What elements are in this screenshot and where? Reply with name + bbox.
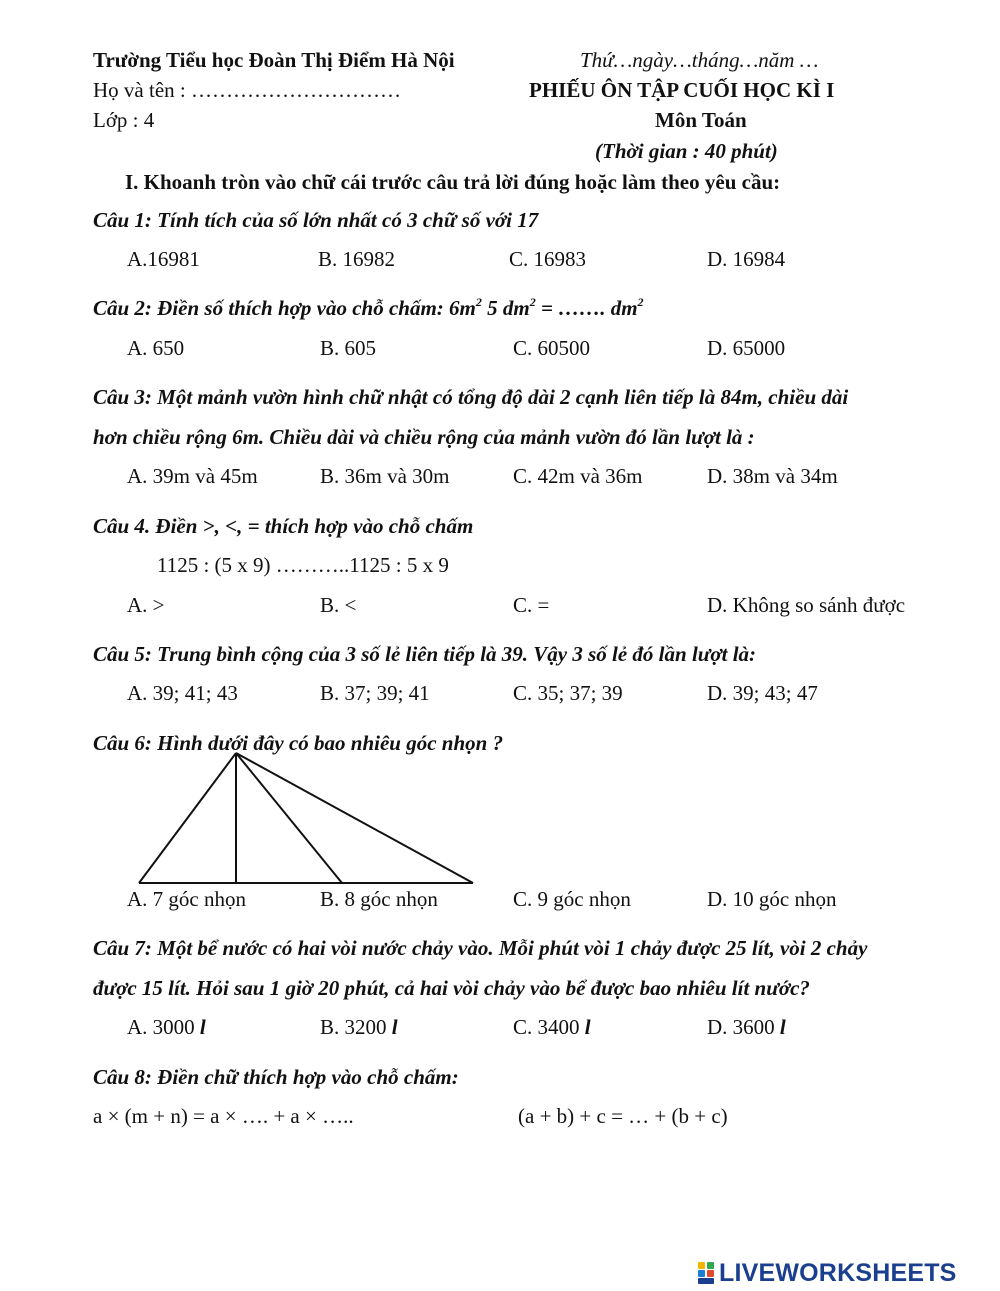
triangle-right-side	[236, 753, 473, 883]
q1-option-a[interactable]: A.16981	[127, 247, 200, 271]
q5-option-a[interactable]: A. 39; 41; 43	[127, 681, 238, 705]
student-name-field[interactable]: Họ và tên : …………………………	[93, 78, 401, 102]
question-2	[93, 295, 644, 320]
q7-option-d-value: D. 3600	[707, 1015, 780, 1039]
liveworksheets-icon	[697, 1261, 715, 1285]
class-label: Lớp : 4	[93, 108, 155, 132]
q4-option-c[interactable]: C. =	[513, 593, 550, 617]
duration-label: (Thời gian : 40 phút)	[595, 139, 778, 163]
q2-text-part1: Câu 2: Điền số thích hợp vào chỗ chấm: 6m	[93, 296, 476, 320]
q7-option-b-value: B. 3200	[320, 1015, 392, 1039]
q4-option-b[interactable]: B. <	[320, 593, 357, 617]
q8-expression-2[interactable]: (a + b) + c = … + (b + c)	[518, 1104, 728, 1128]
liveworksheets-logo	[697, 1259, 957, 1287]
q6-option-d[interactable]: D. 10 góc nhọn	[707, 887, 837, 911]
q1-option-b[interactable]: B. 16982	[318, 247, 396, 271]
q2-option-b[interactable]: B. 605	[320, 336, 377, 360]
q6-option-c[interactable]: C. 9 góc nhọn	[513, 887, 631, 911]
q2-sup3: 2	[637, 295, 644, 309]
q4-expression[interactable]: 1125 : (5 x 9) ………..1125 : 5 x 9	[157, 553, 449, 577]
q2-text-part2: 5 dm	[481, 296, 530, 320]
question-8: Câu 8: Điền chữ thích hợp vào chỗ chấm:	[93, 1065, 459, 1089]
q3-option-a[interactable]: A. 39m và 45m	[127, 464, 258, 488]
q5-option-b[interactable]: B. 37; 39; 41	[320, 681, 430, 705]
triangle-figure	[130, 745, 480, 890]
q8-expression-1[interactable]: a × (m + n) = a × …. + a × …..	[93, 1104, 354, 1128]
date-line: Thứ…ngày…tháng…năm …	[580, 48, 819, 72]
question-3-line2: hơn chiều rộng 6m. Chiều dài và chiều rộng của mảnh vườn đó lần lượt là :	[93, 425, 755, 449]
q5-option-d[interactable]: D. 39; 43; 47	[707, 681, 818, 705]
q7-option-d-unit: l	[779, 1015, 786, 1039]
q1-option-d[interactable]: D. 16984	[707, 247, 786, 271]
school-name: Trường Tiểu học Đoàn Thị Điểm Hà Nội	[93, 48, 455, 72]
q7-option-c[interactable]	[513, 1017, 591, 1038]
liveworksheets-brand: LIVEWORKSHEETS	[719, 1258, 957, 1287]
subject-label: Môn Toán	[655, 108, 747, 132]
q2-sup1: 2	[475, 295, 482, 309]
q7-option-a-value: A. 3000	[127, 1015, 200, 1039]
triangle-inner-segment	[236, 753, 342, 883]
q3-option-d[interactable]: D. 38m và 34m	[707, 464, 838, 488]
q7-option-c-unit: l	[584, 1015, 591, 1039]
q1-option-c[interactable]: C. 16983	[509, 247, 587, 271]
question-6: Câu 6: Hình dưới đây có bao nhiêu góc nhọn ?	[93, 731, 504, 755]
question-7-line2: được 15 lít. Hỏi sau 1 giờ 20 phút, cả hai vòi chảy vào bể được bao nhiêu lít nước?	[93, 976, 810, 1000]
q7-option-b[interactable]	[320, 1017, 398, 1038]
q6-option-a[interactable]: A. 7 góc nhọn	[127, 887, 246, 911]
q2-sup2: 2	[529, 295, 536, 309]
question-1: Câu 1: Tính tích của số lớn nhất có 3 chữ số với 17	[93, 208, 539, 232]
q5-option-c[interactable]: C. 35; 37; 39	[513, 681, 623, 705]
question-4: Câu 4. Điền >, <, = thích hợp vào chỗ chấm	[93, 514, 474, 538]
q2-text-part3: = ……. dm	[535, 296, 638, 320]
q2-option-c[interactable]: C. 60500	[513, 336, 591, 360]
q7-option-a[interactable]	[127, 1017, 206, 1038]
q3-option-b[interactable]: B. 36m và 30m	[320, 464, 450, 488]
q3-option-c[interactable]: C. 42m và 36m	[513, 464, 643, 488]
q7-option-b-unit: l	[391, 1015, 398, 1039]
q2-option-d[interactable]: D. 65000	[707, 336, 786, 360]
question-5: Câu 5: Trung bình cộng của 3 số lẻ liên tiếp là 39. Vậy 3 số lẻ đó lần lượt là:	[93, 642, 757, 666]
q4-option-d[interactable]: D. Không so sánh được	[707, 593, 906, 617]
triangle-left-side	[139, 753, 236, 883]
question-3-line1: Câu 3: Một mảnh vườn hình chữ nhật có tổng độ dài 2 cạnh liên tiếp là 84m, chiều dài	[93, 385, 849, 409]
question-7-line1: Câu 7: Một bể nước có hai vòi nước chảy vào. Mỗi phút vòi 1 chảy được 25 lít, vòi 2 chảy	[93, 936, 868, 960]
q4-option-a[interactable]: A. >	[127, 593, 165, 617]
section-title: I. Khoanh tròn vào chữ cái trước câu trả lời đúng hoặc làm theo yêu cầu:	[125, 170, 781, 194]
q2-option-a[interactable]: A. 650	[127, 336, 185, 360]
q7-option-d[interactable]	[707, 1017, 786, 1038]
q6-option-b[interactable]: B. 8 góc nhọn	[320, 887, 438, 911]
q7-option-c-value: C. 3400	[513, 1015, 585, 1039]
q7-option-a-unit: l	[199, 1015, 206, 1039]
sheet-title: PHIẾU ÔN TẬP CUỐI HỌC KÌ I	[529, 78, 835, 102]
